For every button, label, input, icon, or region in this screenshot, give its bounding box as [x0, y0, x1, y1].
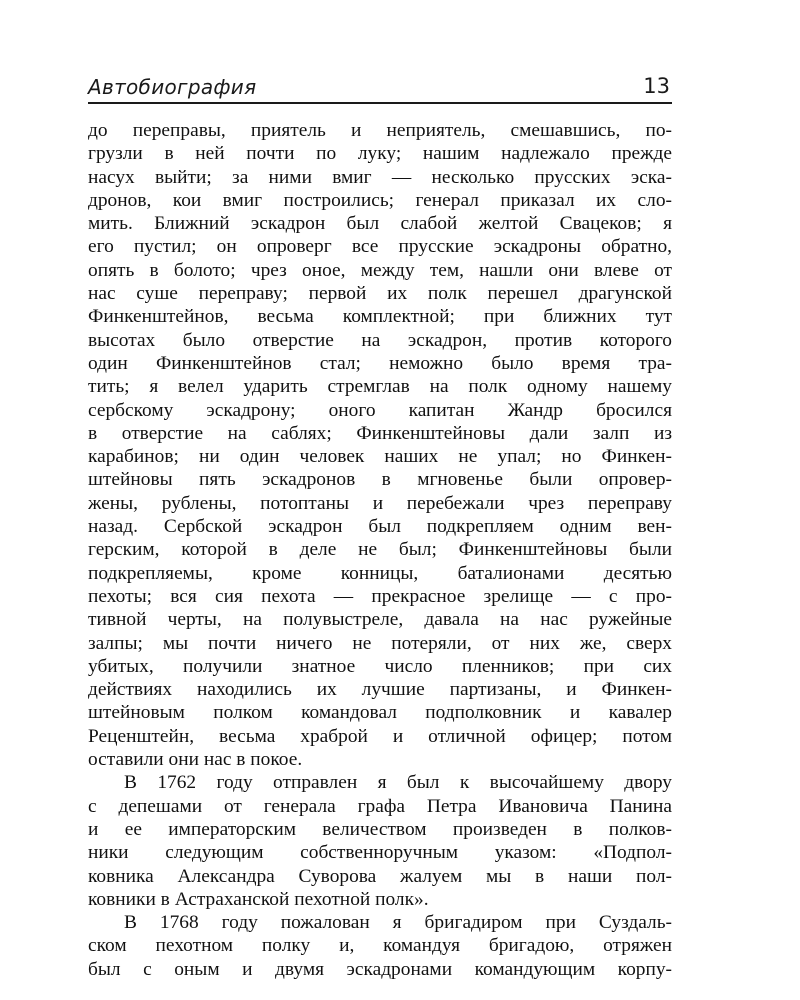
- text-line: убитых, получили знатное число пленников; при сих: [88, 655, 672, 677]
- text-line: один Финкенштейнов стал; неможно было время тра-: [88, 352, 672, 374]
- text-line: мить. Ближний эскадрон был слабой желтой Свацеков; я: [88, 213, 672, 235]
- running-header: [88, 74, 672, 104]
- text-line: штейновы пять эскадронов в мгновенье были опровер-: [88, 469, 672, 491]
- text-line: тить; я велел ударить стремглав на полк одному нашему: [88, 376, 672, 398]
- text-line: его пустил; он опроверг все прусские эскадроны обратно,: [88, 236, 672, 258]
- paragraph-first-line: В 1762 году отправлен я был к высочайшему двору: [124, 772, 672, 794]
- text-line: нас суше переправу; первой их полк перешел драгунской: [88, 283, 672, 305]
- text-line: назад. Сербской эскадрон был подкрепляем одним вен-: [88, 516, 672, 538]
- text-line: подкрепляемы, кроме конницы, баталионами десятью: [88, 562, 672, 584]
- text-line: ском пехотном полку и, командуя бригадою, отряжен: [88, 935, 672, 957]
- text-line: опять в болото; чрез оное, между тем, нашли они влеве от: [88, 259, 672, 281]
- text-line: в отверстие на саблях; Финкенштейновы дали залп из: [88, 422, 672, 444]
- text-line: ники следующим собственноручным указом: «Подпол-: [88, 842, 672, 864]
- text-line: Финкенштейнов, весьма комплектной; при ближних тут: [88, 306, 672, 328]
- paragraph-first-line: В 1768 году пожалован я бригадиром при Суздаль-: [124, 912, 672, 934]
- text-line: пехоты; вся сия пехота — прекрасное зрелище — с про-: [88, 585, 672, 607]
- text-line: ковники в Астраханской пехотной полк».: [88, 888, 429, 910]
- text-line: оставили они нас в покое.: [88, 749, 303, 771]
- text-line: герским, которой в деле не был; Финкенштейновы были: [88, 539, 672, 561]
- text-line: жены, рублены, потоптаны и перебежали чрез переправу: [88, 492, 672, 514]
- text-line: штейновым полком командовал подполковник и кавалер: [88, 702, 672, 724]
- text-line: грузли в ней почти по луку; нашим надлежало прежде: [88, 143, 672, 165]
- text-line: был с оным и двумя эскадронами командующим корпу-: [88, 958, 672, 980]
- text-line: высотах было отверстие на эскадрон, против которого: [88, 329, 672, 351]
- text-line: сербскому эскадрону; оного капитан Жандр бросился: [88, 399, 672, 421]
- text-line: тивной черты, на полувыстреле, давала на нас ружейные: [88, 609, 672, 631]
- text-line: действиях находились их лучшие партизаны, и Финкен-: [88, 679, 672, 701]
- body-text: [88, 119, 672, 981]
- text-line: до переправы, приятель и неприятель, смешавшись, по-: [88, 120, 672, 141]
- text-line: залпы; мы почти ничего не потеряли, от них же, сверх: [88, 632, 672, 654]
- text-line: с депешами от генерала графа Петра Ивановича Панина: [88, 795, 672, 817]
- text-line: карабинов; ни один человек наших не упал; но Финкен-: [88, 446, 672, 468]
- text-line: ковника Александра Суворова жалуем мы в наши пол-: [88, 865, 672, 887]
- text-line: Реценштейн, весьма храброй и отличной офицер; потом: [88, 725, 672, 747]
- text-line: и ее императорским величеством произведен в полков-: [88, 818, 672, 840]
- page-number: 13: [643, 74, 670, 98]
- text-line: дронов, кои вмиг построились; генерал приказал их сло-: [88, 189, 672, 211]
- text-line: насух выйти; за ними вмиг — несколько прусских эска-: [88, 166, 672, 188]
- running-title: Автобиография: [88, 75, 257, 99]
